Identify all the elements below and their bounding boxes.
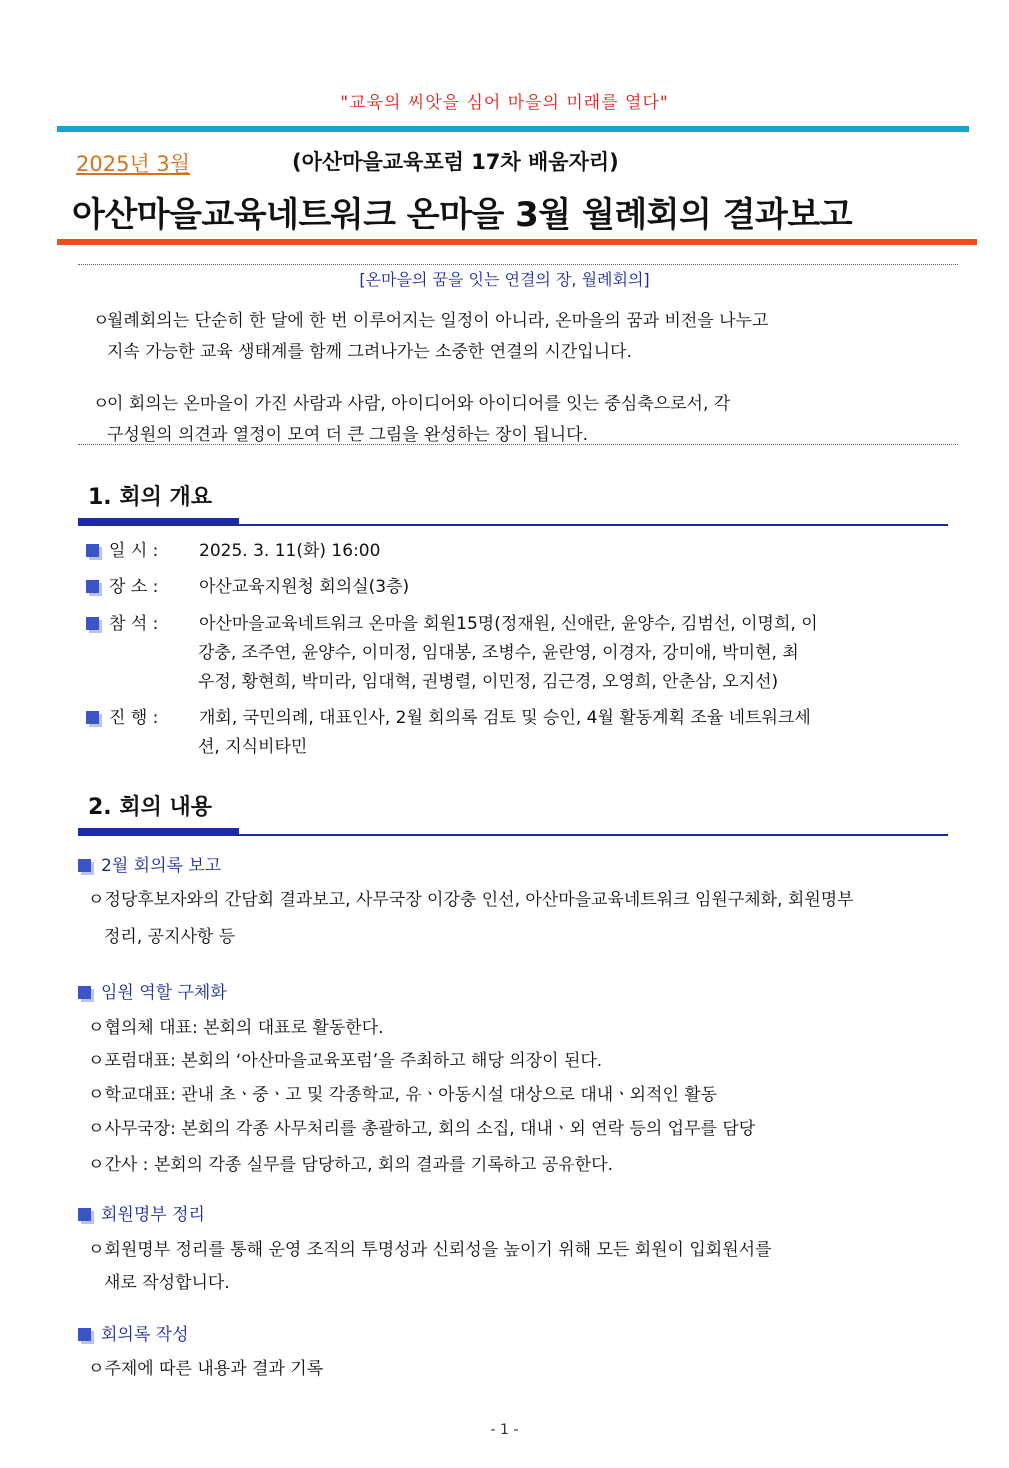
square-bullet-icon bbox=[86, 711, 99, 724]
subsection-feb-minutes bbox=[78, 851, 221, 876]
subsection-title: 2월 회의록 보고 bbox=[101, 856, 222, 876]
subsection-officer-roles bbox=[78, 978, 227, 1003]
square-bullet-icon bbox=[86, 580, 99, 593]
role-item bbox=[88, 1114, 968, 1139]
meeting-place-row bbox=[86, 573, 966, 602]
bullet-marker: ㅇ bbox=[88, 1359, 105, 1379]
title-underline bbox=[57, 239, 977, 245]
meeting-date-row bbox=[86, 537, 966, 566]
feb-minutes-line1 bbox=[88, 885, 968, 910]
report-date: 2025년 3월 bbox=[76, 152, 191, 176]
page-number: - 1 - bbox=[490, 1422, 519, 1438]
roster-text: 회원명부 정리를 통해 운영 조직의 투명성과 신뢰성을 높이기 위해 모든 회원이 입회원서를 bbox=[104, 1240, 772, 1260]
feb-minutes-text: 정당후보자와의 간담회 결과보고, 사무국장 이강충 인선, 아산마을교육네트워크 임원구체화, 회원명부 bbox=[104, 890, 854, 910]
feb-minutes-line2: 정리, 공지사항 등 bbox=[104, 927, 236, 947]
minutes-writing-line1 bbox=[88, 1354, 968, 1379]
bullet-marker: ㅇ bbox=[88, 1085, 105, 1105]
bullet-marker: ㅇ bbox=[93, 394, 110, 414]
role-item bbox=[88, 1046, 968, 1071]
role-item bbox=[88, 1013, 968, 1038]
proceedings-row bbox=[86, 704, 966, 733]
intro-paragraph-1 bbox=[93, 306, 953, 368]
role-item bbox=[88, 1150, 968, 1175]
section2-underline bbox=[78, 834, 948, 836]
attendees-line2: 강충, 조주연, 윤양수, 이미정, 임대봉, 조병수, 윤란영, 이경자, 강미애, 박미현, 최 bbox=[198, 643, 799, 663]
subsection-title: 회원명부 정리 bbox=[101, 1205, 205, 1225]
top-divider bbox=[57, 126, 969, 132]
square-bullet-icon bbox=[78, 1328, 91, 1341]
subsection-member-roster bbox=[78, 1200, 205, 1225]
bullet-marker: ㅇ bbox=[93, 311, 110, 331]
intro-p1-line1: 월례회의는 단순히 한 달에 한 번 이루어지는 일정이 아니라, 온마을의 꿈과 비전을 나누고 bbox=[107, 311, 769, 331]
intro-box-bottom bbox=[78, 444, 958, 445]
meeting-place-value: 아산교육지원청 회의실(3층) bbox=[199, 577, 410, 597]
intro-paragraph-2 bbox=[93, 389, 953, 451]
attendees-line3: 우정, 황현희, 박미라, 임대혁, 권병렬, 이민정, 김근경, 오영희, 안춘삼, 오지선) bbox=[198, 672, 779, 692]
proceedings-line2: 션, 지식비타민 bbox=[198, 737, 308, 757]
proceedings-label: 진 행 : bbox=[109, 708, 159, 728]
proceedings-line1: 개회, 국민의례, 대표인사, 2월 회의록 검토 및 승인, 4월 활동계획 조율 네트워크세 bbox=[199, 708, 811, 728]
bullet-marker: ㅇ bbox=[88, 1018, 105, 1038]
roster-line2: 새로 작성합니다. bbox=[104, 1273, 230, 1293]
minutes-writing-text: 주제에 따른 내용과 결과 기록 bbox=[104, 1359, 324, 1379]
square-bullet-icon bbox=[78, 1208, 91, 1221]
role-text: 학교대표: 관내 초ㆍ중ㆍ고 및 각종학교, 유ㆍ아동시설 대상으로 대내ㆍ외적인 활동 bbox=[104, 1085, 718, 1105]
intro-box-title: [온마을의 꿈을 잇는 연결의 장, 월례회의] bbox=[359, 270, 650, 289]
report-subtitle: (아산마을교육포럼 17차 배움자리) bbox=[292, 150, 619, 174]
role-text: 간사 : 본회의 각종 실무를 담당하고, 회의 결과를 기록하고 공유한다. bbox=[104, 1155, 614, 1175]
bullet-marker: ㅇ bbox=[88, 1119, 105, 1139]
meeting-date-label: 일 시 : bbox=[109, 541, 159, 561]
role-item bbox=[88, 1080, 968, 1105]
attendees-row bbox=[86, 610, 966, 639]
subsection-title: 임원 역할 구체화 bbox=[101, 983, 227, 1003]
meeting-place-label: 장 소 : bbox=[109, 577, 159, 597]
role-text: 사무국장: 본회의 각종 사무처리를 총괄하고, 회의 소집, 대내ㆍ외 연락 등의 업무를 담당 bbox=[104, 1119, 756, 1139]
role-text: 협의체 대표: 본회의 대표로 활동한다. bbox=[104, 1018, 384, 1038]
meeting-date-value: 2025. 3. 11(화) 16:00 bbox=[199, 541, 381, 561]
square-bullet-icon bbox=[86, 617, 99, 630]
roster-line1 bbox=[88, 1235, 968, 1260]
section1-title: 1. 회의 개요 bbox=[88, 485, 212, 510]
subsection-title: 회의록 작성 bbox=[101, 1325, 189, 1345]
square-bullet-icon bbox=[86, 544, 99, 557]
page-title: 아산마을교육네트워크 온마을 3월 월례회의 결과보고 bbox=[72, 195, 853, 235]
bullet-marker: ㅇ bbox=[88, 1155, 105, 1175]
intro-p2-line1: 이 회의는 온마을이 가진 사람과 사람, 아이디어와 아이디어를 잇는 중심축으로서, 각 bbox=[107, 394, 731, 414]
attendees-line1: 아산마을교육네트워크 온마을 회원15명(정재원, 신애란, 윤양수, 김범선, 이명희, 이 bbox=[199, 614, 818, 634]
role-text: 포럼대표: 본회의 ‘아산마을교육포럼’을 주최하고 해당 의장이 된다. bbox=[104, 1051, 603, 1071]
attendees-label: 참 석 : bbox=[109, 614, 159, 634]
square-bullet-icon bbox=[78, 986, 91, 999]
intro-p2-line2: 구성원의 의견과 열정이 모여 더 큰 그림을 완성하는 장이 됩니다. bbox=[107, 425, 589, 445]
intro-p1-line2: 지속 가능한 교육 생태계를 함께 그려나가는 소중한 연결의 시간입니다. bbox=[107, 342, 632, 362]
intro-box-top bbox=[78, 264, 958, 265]
section2-title: 2. 회의 내용 bbox=[88, 795, 212, 820]
subsection-minutes-writing bbox=[78, 1320, 189, 1345]
motto: "교육의 씨앗을 심어 마을의 미래를 열다" bbox=[340, 93, 669, 113]
section1-underline bbox=[78, 524, 948, 526]
bullet-marker: ㅇ bbox=[88, 1240, 105, 1260]
bullet-marker: ㅇ bbox=[88, 890, 105, 910]
bullet-marker: ㅇ bbox=[88, 1051, 105, 1071]
square-bullet-icon bbox=[78, 859, 91, 872]
